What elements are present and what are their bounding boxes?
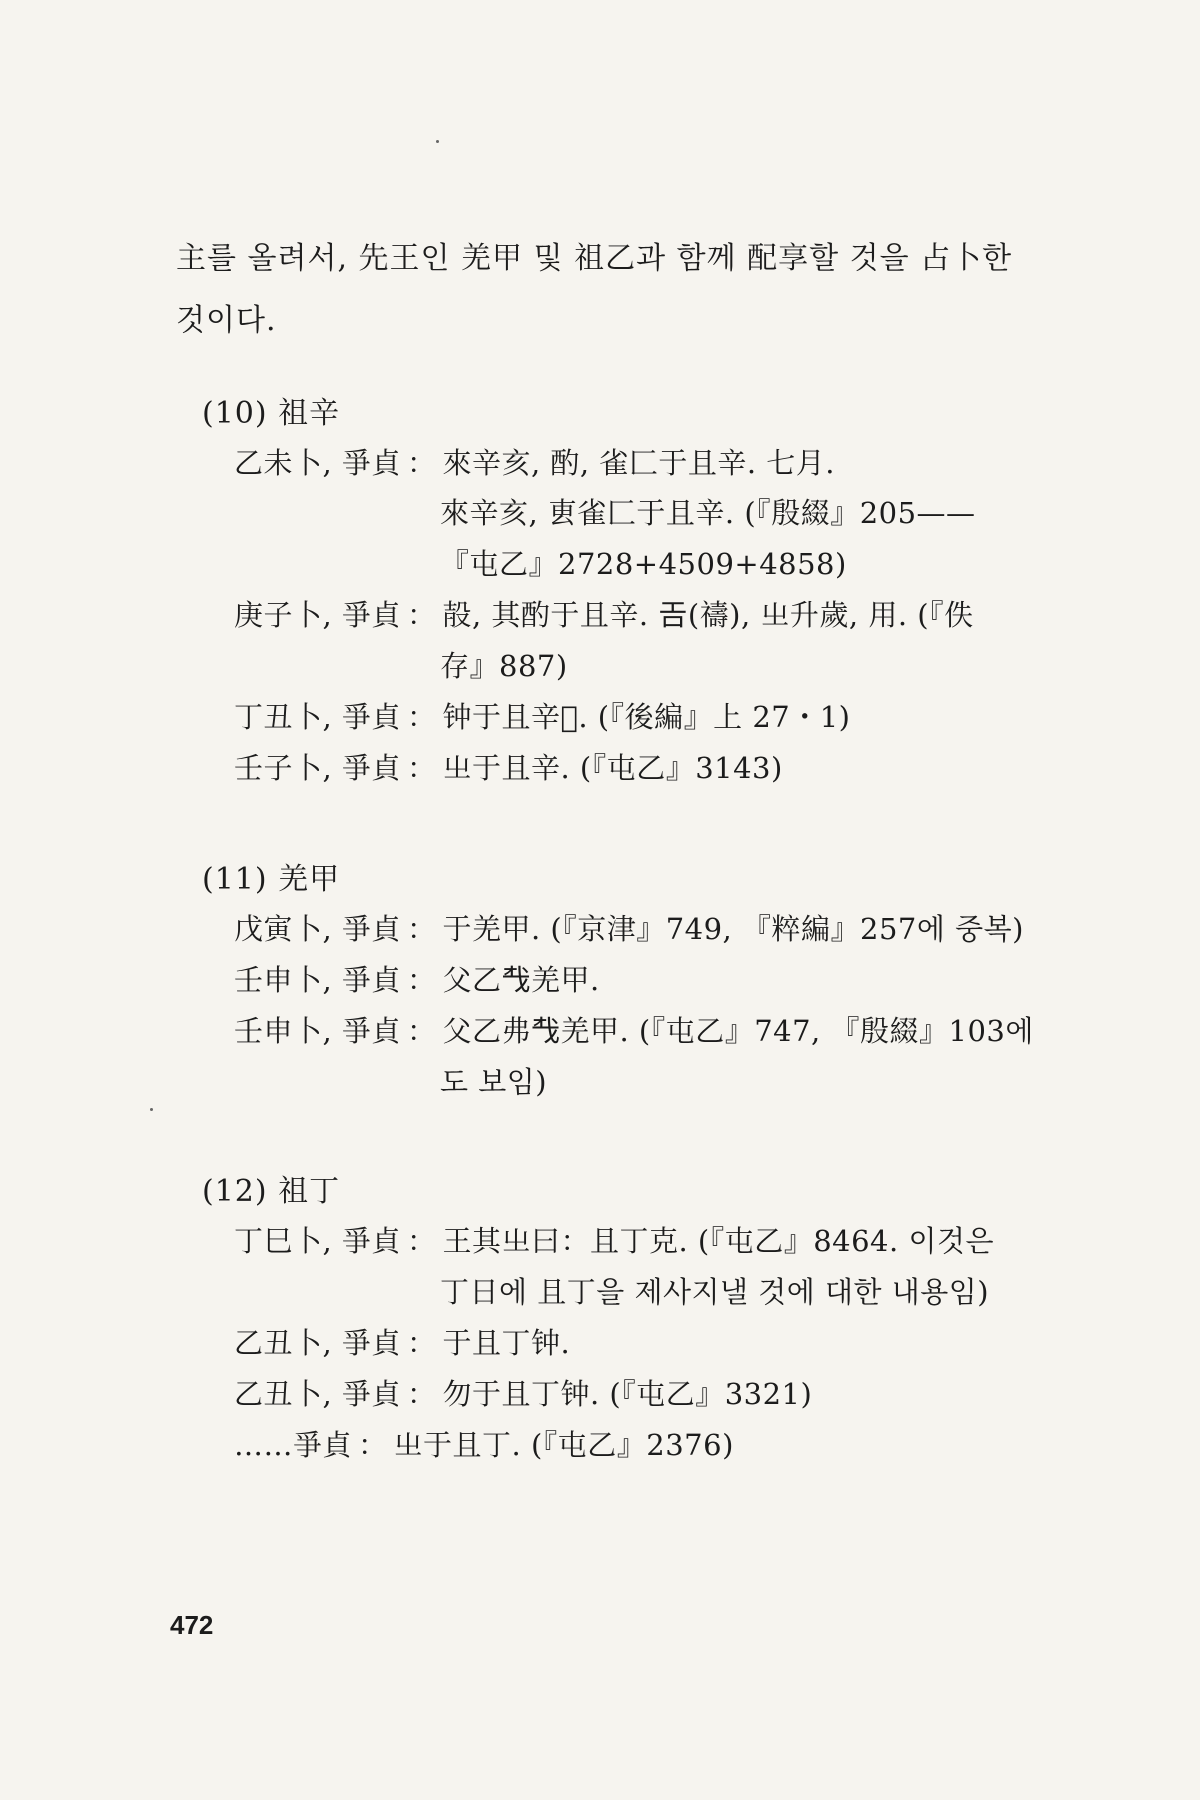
entry-prefix: 壬申卜, 爭貞 (234, 963, 401, 997)
inscription-entry (234, 1009, 1034, 1050)
entry-colon: ： (406, 700, 437, 734)
page-number: 472 (170, 1610, 214, 1640)
entry-prefix: 庚子卜, 爭貞 (234, 598, 401, 632)
entry-prefix: 丁巳卜, 爭貞 (234, 1224, 401, 1258)
inscription-entry (234, 1372, 812, 1413)
entry-prefix: 壬申卜, 爭貞 (234, 1014, 401, 1048)
entry-text: 于羌甲. (『京津』749, 『粹編』257에 중복) (442, 912, 1024, 946)
entry-text: 于且丁钟. (442, 1326, 571, 1360)
entry-prefix: 壬子卜, 爭貞 (234, 751, 401, 785)
entry-colon: ： (406, 598, 437, 632)
entry-continuation: 도 보임) (440, 1065, 548, 1099)
entry-text: 㞢于且辛. (『屯乙』3143) (442, 751, 783, 785)
inscription-entry (234, 907, 1024, 948)
scan-speck (150, 1108, 153, 1111)
entry-continuation: 丁日에 且丁을 제사지낼 것에 대한 내용임) (440, 1275, 990, 1309)
entry-text: 父乙𢦔羌甲. (442, 963, 600, 997)
entry-continuation: 存』887) (440, 649, 568, 683)
inscription-entry (234, 958, 600, 999)
section-heading-11: (11) 羌甲 (202, 862, 341, 897)
entry-continuation: 來辛亥, 叀雀匚于且辛. (『殷綴』205—— (440, 496, 976, 530)
entry-prefix: 乙未卜, 爭貞 (234, 446, 401, 480)
entry-text: 來辛亥, 酌, 雀匚于且辛. 七月. (442, 446, 835, 480)
intro-paragraph (176, 228, 1076, 352)
scan-speck (436, 140, 439, 143)
inscription-entry (234, 1219, 994, 1260)
entry-continuation: 『屯乙』2728+4509+4858) (440, 547, 847, 581)
entry-text: 钟于且辛𦎫. (『後編』上 27・1) (442, 700, 851, 734)
entry-prefix: ……爭貞 (234, 1428, 353, 1462)
entry-text: 勿于且丁钟. (『屯乙』3321) (442, 1377, 813, 1411)
intro-line-1: 主를 올려서, 先王인 羌甲 및 祖乙과 함께 配享할 것을 占卜한 (176, 241, 1013, 276)
entry-colon: ： (358, 1428, 388, 1462)
inscription-entry (234, 1423, 734, 1464)
entry-colon: ： (406, 912, 437, 946)
inscription-entry (234, 1321, 570, 1362)
entry-prefix: 丁丑卜, 爭貞 (234, 700, 401, 734)
entry-text: 父乙弗𢦔羌甲. (『屯乙』747, 『殷綴』103에 (442, 1014, 1034, 1048)
inscription-entry (234, 746, 783, 787)
entry-prefix: 乙丑卜, 爭貞 (234, 1326, 401, 1360)
entry-prefix: 乙丑卜, 爭貞 (234, 1377, 401, 1411)
entry-colon: ： (406, 446, 437, 480)
inscription-entry (234, 695, 851, 736)
section-heading-10: (10) 祖辛 (202, 396, 341, 431)
inscription-entry (234, 593, 974, 634)
entry-colon: ： (406, 1377, 437, 1411)
entry-colon: ： (406, 1224, 437, 1258)
entry-colon: ： (406, 1326, 437, 1360)
intro-line-2: 것이다. (176, 303, 277, 338)
entry-prefix: 戊寅卜, 爭貞 (234, 912, 401, 946)
entry-colon: ： (406, 751, 437, 785)
entry-text: 㱿, 其酌于且辛. 𢀛(禱), 㞢升歲, 用. (『佚 (442, 598, 974, 632)
entry-colon: ： (406, 963, 437, 997)
inscription-entry (234, 441, 835, 482)
section-heading-12: (12) 祖丁 (202, 1174, 341, 1209)
entry-colon: ： (406, 1014, 437, 1048)
entry-text: 㞢于且丁. (『屯乙』2376) (393, 1428, 734, 1462)
entry-text: 王其㞢曰：且丁克. (『屯乙』8464. 이것은 (442, 1224, 994, 1258)
